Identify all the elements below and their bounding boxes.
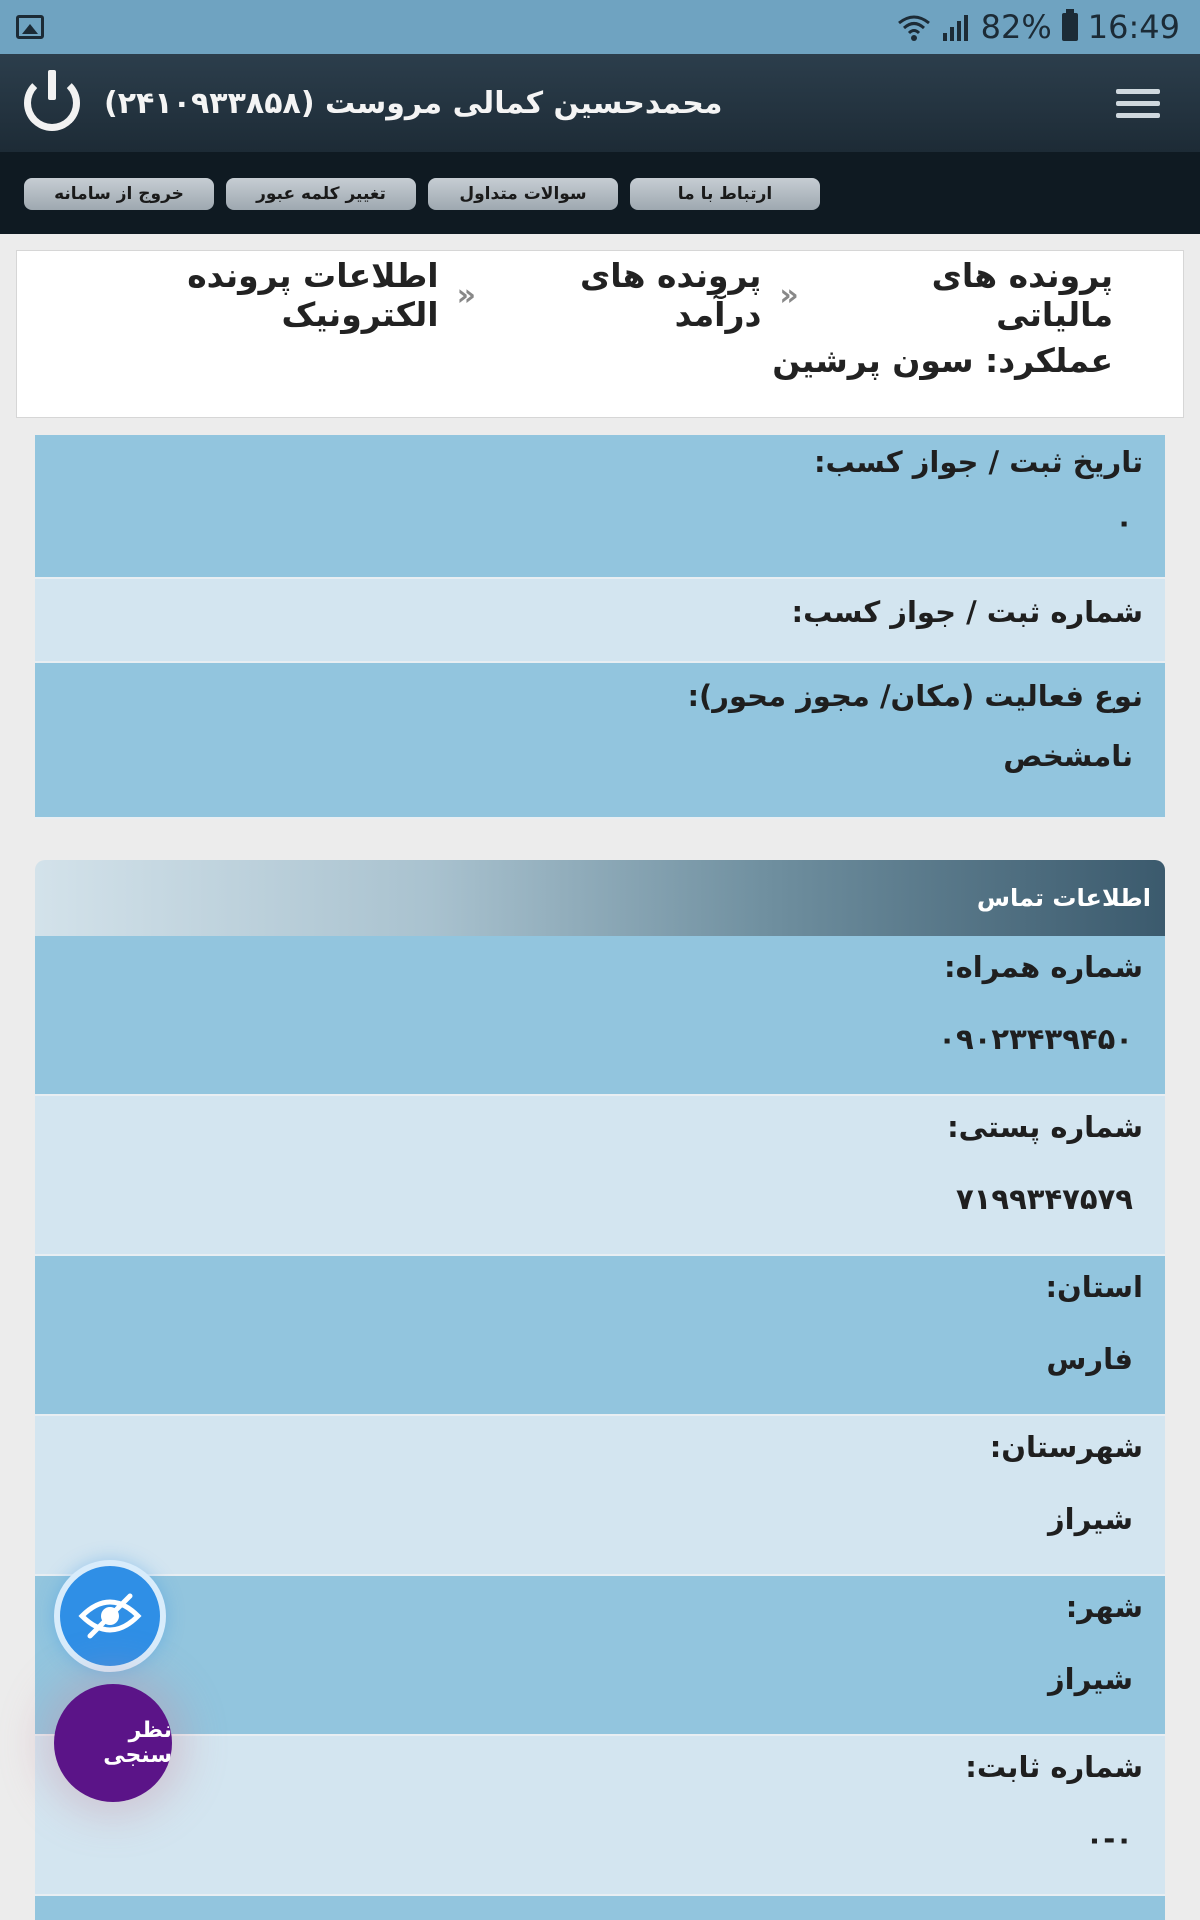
list-item: [35, 1096, 1165, 1256]
contact-info-list: [35, 936, 1165, 1920]
clock: 16:49: [1087, 8, 1180, 46]
list-item: [35, 1736, 1165, 1896]
field-label: شماره پستی:: [947, 1110, 1143, 1144]
wifi-icon: [897, 13, 931, 41]
image-icon: [16, 15, 44, 39]
user-title: محمدحسین کمالی مروست (۲۴۱۰۹۳۳۸۵۸): [104, 85, 723, 121]
field-label: شماره همراه:: [943, 950, 1143, 984]
field-value: ۰۹۰۲۳۴۳۹۴۵۰: [938, 1022, 1133, 1056]
breadcrumb: [16, 250, 1184, 418]
signal-icon: [941, 13, 971, 41]
status-bar: [0, 0, 1200, 54]
page-subtitle: عملکرد: سون پرشین: [772, 341, 1113, 380]
breadcrumb-item-tax-files[interactable]: پرونده های مالیاتی: [931, 256, 1113, 334]
section-title: اطلاعات تماس: [35, 860, 1165, 936]
field-value: ۰-۰: [1085, 1822, 1133, 1856]
field-value: شیراز: [1047, 1662, 1133, 1696]
menu-icon[interactable]: [1116, 89, 1160, 118]
field-value: شیراز: [1047, 1502, 1133, 1536]
app-header: [0, 54, 1200, 154]
power-icon[interactable]: [24, 75, 80, 131]
field-label: نوع فعالیت (مکان/ مجوز محور):: [687, 679, 1143, 713]
field-value: ۷۱۹۹۳۴۷۵۷۹: [955, 1182, 1133, 1216]
change-password-button[interactable]: تغییر کلمه عبور: [226, 178, 416, 210]
list-item: [35, 936, 1165, 1096]
hide-button[interactable]: [54, 1560, 166, 1672]
breadcrumb-item-electronic-file: اطلاعات پرونده الکترونیک: [187, 256, 439, 334]
eye-off-icon: [78, 1592, 142, 1640]
list-item: [35, 1576, 1165, 1736]
list-item: [35, 1416, 1165, 1576]
field-label: شهرستان:: [989, 1430, 1143, 1464]
battery-percent: 82%: [980, 8, 1052, 46]
nav-bar: [0, 154, 1200, 234]
list-item: [35, 663, 1165, 819]
list-item: [35, 435, 1165, 579]
battery-icon: [1062, 13, 1078, 41]
field-value: فارس: [1046, 1342, 1133, 1376]
poll-button[interactable]: نظر سنجی: [54, 1684, 172, 1802]
field-label: تاریخ ثبت / جواز کسب:: [813, 445, 1143, 479]
field-label: شهر:: [1065, 1590, 1143, 1624]
contact-us-button[interactable]: ارتباط با ما: [630, 178, 820, 210]
list-item: [35, 1896, 1165, 1920]
chevron-left-icon: «: [456, 277, 476, 313]
file-info-list: [35, 435, 1165, 819]
list-item: [35, 579, 1165, 663]
field-value: ۰: [1115, 505, 1133, 539]
field-label: شماره ثبت / جواز کسب:: [791, 595, 1143, 629]
faq-button[interactable]: سوالات متداول: [428, 178, 618, 210]
breadcrumb-item-income-files[interactable]: پرونده های درآمد: [580, 256, 762, 334]
field-label: استان:: [1045, 1270, 1143, 1304]
field-value: نامشخص: [1003, 739, 1133, 773]
list-item: [35, 1256, 1165, 1416]
logout-button[interactable]: خروج از سامانه: [24, 178, 214, 210]
field-label: شماره ثابت:: [965, 1750, 1143, 1784]
chevron-left-icon: «: [779, 277, 799, 313]
